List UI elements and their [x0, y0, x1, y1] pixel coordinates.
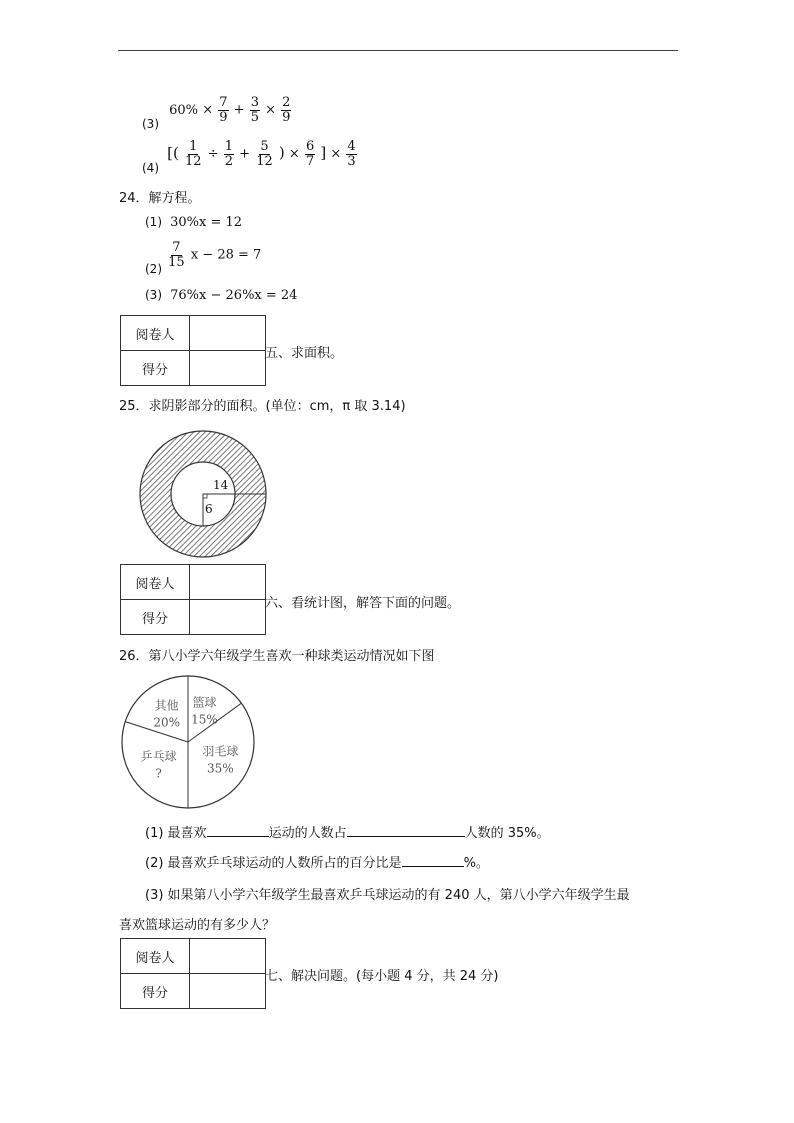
problem-25-title: 25．求阴影部分的面积。(单位：cm，π 取 3.14) — [119, 399, 406, 414]
problem-23-item-3: (3) 60% × $\frac{7}{9}$ + $\frac{3}{5}$ × $\frac{2}{9}$ — [142, 95, 291, 131]
reviewer-cell — [190, 316, 266, 351]
answer-blank[interactable] — [347, 823, 465, 837]
fraction: $\frac{1}{2}$ — [224, 139, 234, 169]
problem-26-q1: (1) 最喜欢 运动的人数占 人数的 35%。 — [145, 822, 550, 841]
reviewer-label: 阅卷人 — [121, 939, 190, 974]
fraction: $\frac{4}{3}$ — [347, 139, 356, 169]
problem-26-q2: (2) 最喜欢乒乓球运动的人数所占的百分比是 %。 — [145, 852, 489, 871]
fraction: $\frac{3}{5}$ — [250, 95, 259, 125]
problem-24-item-2: (2) $\frac{7}{15}$ x − 28 = 7 — [145, 240, 262, 276]
pie-chart — [119, 673, 257, 811]
score-cell — [190, 974, 266, 1009]
section-5-title: 五、求面积。 — [265, 346, 344, 361]
pie-slice-value: 35% — [207, 761, 234, 776]
fraction: $\frac{7}{15}$ — [168, 240, 185, 270]
problem-24-item-1: (1) 30%x = 12 — [145, 215, 243, 230]
score-table — [120, 564, 266, 635]
score-cell — [190, 600, 266, 635]
problem-23-item-4: (4) [( $\frac{1}{12}$ ÷ $\frac{1}{2}$ + $\frac{5}{12}$ ) × $\frac{6}{7}$ ] × $\frac{4}{3}$ — [142, 139, 356, 175]
score-label: 得分 — [121, 351, 190, 386]
section-7-title: 七、解决问题。(每小题 4 分，共 24 分) — [265, 969, 499, 984]
pie-slice-label: 乒乓球 — [140, 749, 177, 764]
ring-figure — [136, 427, 270, 561]
score-label: 得分 — [121, 600, 190, 635]
score-cell — [190, 351, 266, 386]
reviewer-label: 阅卷人 — [121, 316, 190, 351]
problem-24-title: 24．解方程。 — [119, 191, 201, 206]
pie-slice-label: 篮球 — [192, 695, 217, 710]
pie-slice-label: 其他 — [154, 698, 179, 713]
fraction: $\frac{2}{9}$ — [282, 95, 291, 125]
fraction: $\frac{6}{7}$ — [305, 139, 315, 169]
reviewer-label: 阅卷人 — [121, 565, 190, 600]
fraction: $\frac{7}{9}$ — [219, 95, 228, 125]
header-rule — [118, 50, 678, 51]
score-table — [120, 315, 266, 386]
pie-slice-label: 羽毛球 — [202, 744, 239, 759]
pie-slice-value: 20% — [153, 715, 180, 730]
reviewer-cell — [190, 565, 266, 600]
score-label: 得分 — [121, 974, 190, 1009]
pie-slice-value: 15% — [191, 712, 218, 727]
problem-26-q3-line2: 喜欢篮球运动的有多少人？ — [119, 918, 276, 933]
inner-radius-label: 6 — [205, 502, 213, 516]
section-6-title: 六、看统计图，解答下面的问题。 — [265, 596, 461, 611]
reviewer-cell — [190, 939, 266, 974]
problem-26-title: 26．第八小学六年级学生喜欢一种球类运动情况如下图 — [119, 649, 435, 664]
answer-blank[interactable] — [207, 823, 269, 837]
pie-slice-value: ? — [155, 766, 162, 781]
fraction: $\frac{5}{12}$ — [256, 139, 273, 169]
answer-blank[interactable] — [402, 853, 464, 867]
outer-radius-label: 14 — [213, 478, 229, 492]
score-table — [120, 938, 266, 1009]
problem-26-q3-line1: (3) 如果第八小学六年级学生最喜欢乒乓球运动的有 240 人，第八小学六年级学生最 — [145, 888, 630, 903]
problem-24-item-3: (3) 76%x − 26%x = 24 — [145, 288, 298, 303]
fraction: $\frac{1}{12}$ — [185, 139, 202, 169]
